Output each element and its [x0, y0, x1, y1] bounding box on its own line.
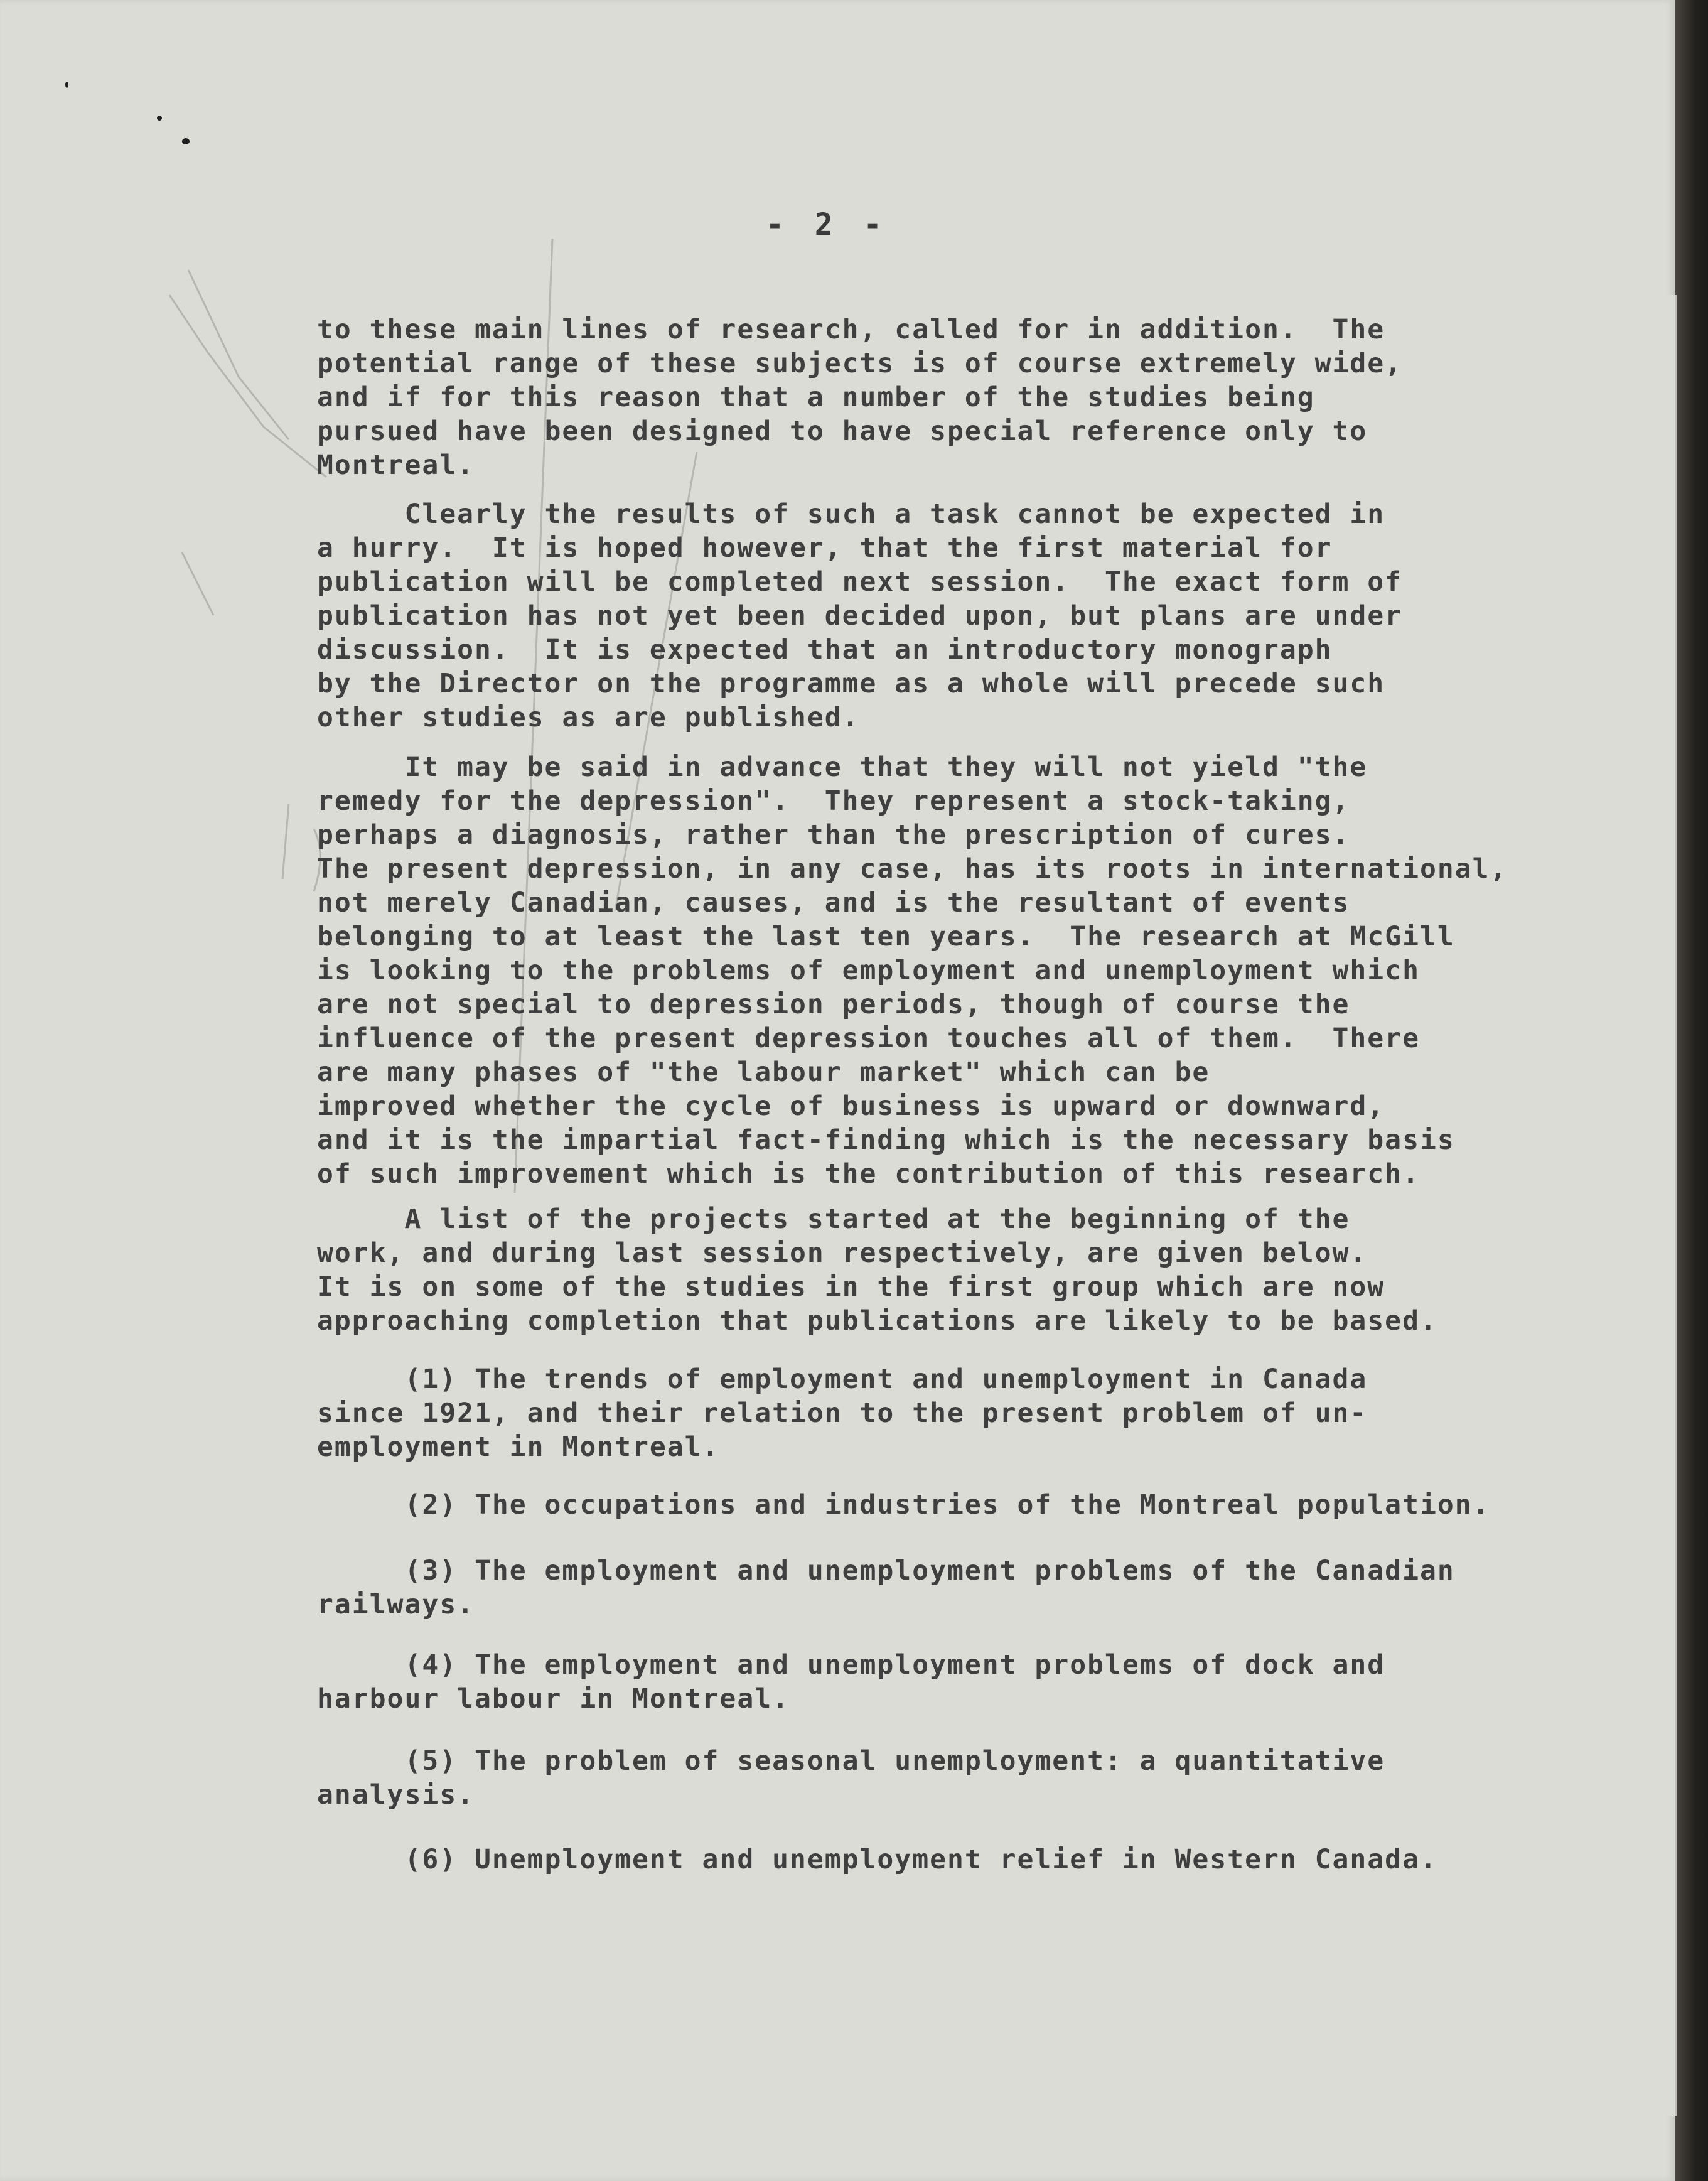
text-line: (1) The trends of employment and unemployment in Canada [317, 1364, 1368, 1395]
page-number: - 2 - [766, 207, 888, 242]
paragraph-project-list [317, 1202, 1437, 1338]
text-line: belonging to at least the last ten years. The research at McGill [317, 921, 1455, 952]
text-line: are many phases of "the labour market" which can be [317, 1057, 1210, 1088]
text-line: approaching completion that publications are likely to be based. [317, 1305, 1437, 1337]
text-line: of such improvement which is the contribution of this research. [317, 1158, 1420, 1190]
page-torn-edge [1650, 295, 1677, 2116]
text-line: discussion. It is expected that an introductory monograph [317, 634, 1333, 665]
text-line: publication will be completed next session. The exact form of [317, 566, 1403, 598]
text-line: It is on some of the studies in the first group which are now [317, 1271, 1385, 1303]
text-line: publication has not yet been decided upon, but plans are under [317, 600, 1403, 632]
text-line: influence of the present depression touches all of them. There [317, 1023, 1420, 1054]
text-line: a hurry. It is hoped however, that the first material for [317, 532, 1333, 564]
text-line: (4) The employment and unemployment problems of dock and [317, 1649, 1385, 1681]
ink-mark [182, 138, 190, 144]
text-line: to these main lines of research, called for in addition. The [317, 314, 1385, 345]
text-line: and it is the impartial fact-finding which is the necessary basis [317, 1124, 1455, 1156]
paragraph-continuation [317, 313, 1402, 482]
list-item-2 [317, 1488, 1490, 1522]
text-line: A list of the projects started at the beginning of the [317, 1204, 1350, 1235]
text-line: (2) The occupations and industries of the Montreal population. [317, 1489, 1490, 1521]
text-line: by the Director on the programme as a whole will precede such [317, 668, 1385, 699]
text-line: The present depression, in any case, has its roots in international, [317, 853, 1508, 885]
text-line: (6) Unemployment and unemployment relief in Western Canada. [317, 1844, 1437, 1875]
page-edge-shadow [1675, 0, 1708, 2181]
list-item-3 [317, 1554, 1455, 1622]
ink-mark [65, 82, 68, 88]
list-item-6 [317, 1843, 1437, 1877]
text-line: (5) The problem of seasonal unemployment: a quantitative [317, 1745, 1385, 1777]
paragraph-depression [317, 750, 1507, 1191]
text-line: not merely Canadian, causes, and is the resultant of events [317, 887, 1350, 918]
text-line: pursued have been designed to have special reference only to [317, 416, 1368, 447]
text-line: improved whether the cycle of business is upward or downward, [317, 1090, 1385, 1122]
paragraph-results [317, 497, 1402, 735]
text-line: Montreal. [317, 450, 475, 481]
text-line: analysis. [317, 1779, 475, 1811]
list-item-5 [317, 1744, 1385, 1812]
text-line: It may be said in advance that they will not yield "the [317, 751, 1368, 783]
list-item-4 [317, 1648, 1385, 1716]
text-line: (3) The employment and unemployment problems of the Canadian [317, 1555, 1455, 1586]
text-line: Clearly the results of such a task cannot be expected in [317, 498, 1385, 530]
text-line: potential range of these subjects is of course extremely wide, [317, 348, 1403, 379]
text-line: are not special to depression periods, though of course the [317, 989, 1350, 1020]
text-line: since 1921, and their relation to the present problem of un- [317, 1397, 1368, 1429]
text-line: harbour labour in Montreal. [317, 1683, 790, 1715]
text-line: employment in Montreal. [317, 1431, 720, 1463]
list-item-1 [317, 1362, 1367, 1464]
text-line: railways. [317, 1589, 475, 1620]
text-line: remedy for the depression". They represent a stock-taking, [317, 785, 1350, 817]
text-line: is looking to the problems of employment and unemployment which [317, 955, 1420, 986]
text-line: and if for this reason that a number of the studies being [317, 382, 1315, 413]
text-line: work, and during last session respectively, are given below. [317, 1237, 1368, 1269]
text-line: other studies as are published. [317, 702, 860, 733]
ink-mark [157, 116, 162, 121]
text-line: perhaps a diagnosis, rather than the prescription of cures. [317, 819, 1350, 851]
